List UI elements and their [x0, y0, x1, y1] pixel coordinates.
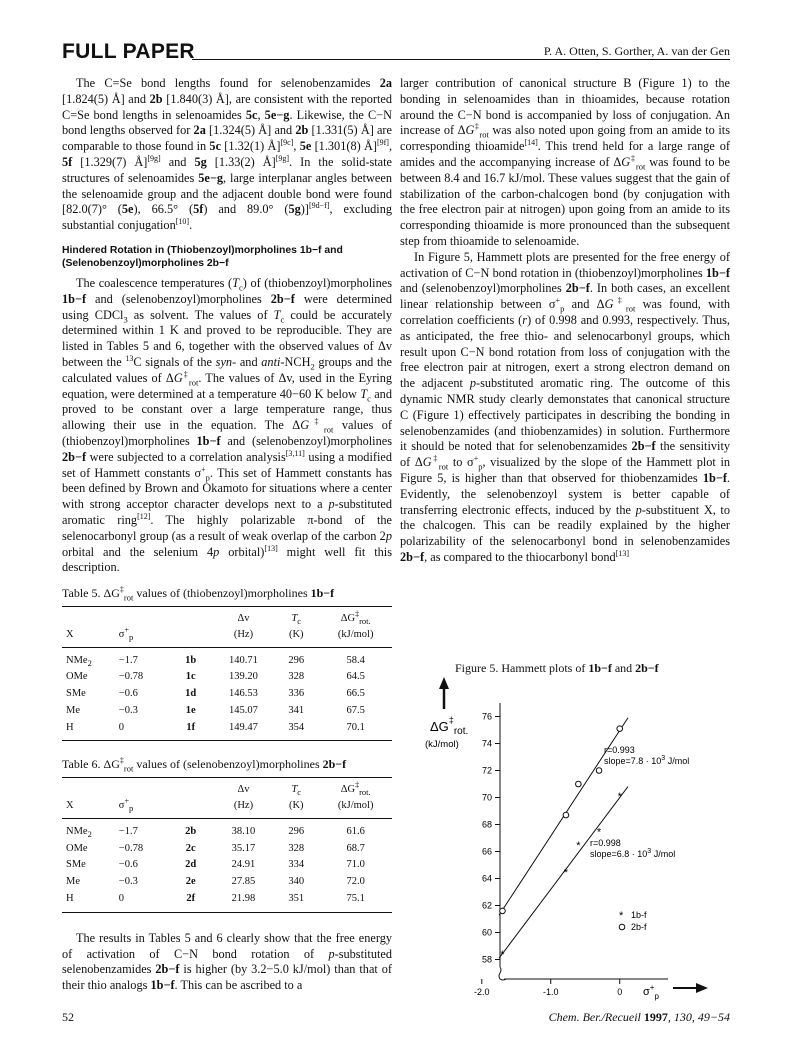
table-cell: 334 — [288, 859, 305, 871]
table-cell: 21.98 — [214, 891, 273, 913]
table-cell: 1d — [185, 688, 197, 700]
figure5-caption: Figure 5. Hammett plots of 1b−f and 2b−f — [455, 661, 659, 675]
section-heading — [62, 244, 392, 270]
paragraph-bond-lengths: The C=Se bond lengths found for selenobenzamides 2a [1.824(5) Å] and 2b [1.840(3) Å], are consistent with the reported C=Se bond lengths in selenoamides 5c, 5e−g. Likewise, the C−N bond lengths observed for 2a [1.324(5) Å] and 2b [1.331(5) Å] are comparable to those found in 5c [1.32(1) Å][9c], 5e [1.301(8) Å][9f], 5f [1.329(7) Å][9g] and 5g [1.33(2) Å][9g]. In the solid-state structures of selenoamides 5e−g, large interplanar angles between the selenoamide group and the adjacent double bond were found [82.0(7)° (5e), 66.5° (5f) and 89.0° (5g)][9d−f], excluding substantial conjugation[10]. — [62, 76, 393, 233]
table-cell: 149.47 — [214, 719, 273, 741]
running-authors: P. A. Otten, S. Gorther, A. van der Gen — [538, 44, 730, 59]
col-dv: Δv (Hz) — [214, 778, 273, 819]
table-cell: 72.0 — [346, 876, 365, 888]
table-cell: NMe$_2$ — [66, 654, 92, 668]
paragraph-results: The results in Tables 5 and 6 clearly show that the free energy of activation of C−N bond rotation of p-substituted selenobenzamides 2b−f is higher (by 3.2−5.0 kJ/mol) than that of their thio analogs 1b−f. This can be ascribed to a — [62, 930, 392, 993]
table-cell: Me — [66, 704, 80, 716]
table-cell: H — [62, 891, 115, 913]
data-point-1b-f: * — [596, 826, 602, 839]
col-tc: $T_c$ (K) — [273, 606, 319, 647]
y-tick-label: 68 — [481, 819, 492, 830]
legend-label-2bf: 2b-f — [631, 922, 647, 932]
table-cell: 146.53 — [229, 688, 258, 700]
table-cell: 1e — [185, 704, 196, 716]
table-cell: 61.6 — [346, 825, 365, 837]
table-cell: 145.07 — [229, 704, 258, 716]
table-row — [62, 719, 392, 741]
section-heading-line-1: Hindered Rotation in (Thiobenzoyl)morpholines 1b−f and — [62, 244, 343, 256]
y-tick-label: 70 — [481, 792, 492, 803]
table-cell: 296 — [288, 825, 305, 837]
data-point-2b-f — [596, 768, 602, 774]
x-tick-label: 0 — [617, 987, 623, 997]
plot-axes — [499, 703, 668, 980]
table-row — [62, 840, 392, 857]
table-cell: 296 — [288, 654, 305, 666]
table-cell: 66.5 — [346, 688, 365, 700]
table-cell: −0.6 — [118, 688, 138, 700]
y-axis-label: $\Delta G^\ddagger_{rot.}$ — [430, 715, 469, 737]
table-cell: 0 — [115, 891, 168, 913]
table-cell: 2c — [185, 842, 196, 854]
table-cell: 64.5 — [346, 671, 365, 683]
y-tick-label: 58 — [481, 954, 492, 965]
table-cell: Me — [66, 876, 80, 888]
table-cell: H — [62, 719, 115, 741]
table-cell: SMe — [66, 859, 86, 871]
y-tick-label: 66 — [481, 846, 492, 857]
table-cell: 354 — [273, 719, 319, 741]
table-cell: 341 — [288, 704, 305, 716]
y-tick-label: 60 — [481, 927, 492, 938]
data-point-1b-f: * — [500, 949, 505, 962]
table5 — [62, 606, 392, 742]
table-row — [62, 818, 392, 840]
table-cell: 2e — [185, 876, 196, 888]
table-cell: 35.17 — [231, 842, 256, 854]
table-cell: SMe — [66, 688, 86, 700]
col-dg: $\Delta G^\ddagger_{rot.}$ (kJ/mol) — [319, 606, 392, 647]
col-x: X — [62, 778, 115, 819]
table-cell: 71.0 — [346, 859, 365, 871]
hammett-plot — [398, 675, 738, 1005]
table-cell: 2b — [185, 825, 197, 837]
table-row — [62, 686, 392, 703]
legend-symbol-star: * — [619, 910, 624, 922]
table-cell: 1c — [185, 671, 196, 683]
data-point-1b-f: * — [617, 791, 622, 804]
table-cell: 67.5 — [346, 704, 365, 716]
table-cell: 1f — [168, 719, 214, 741]
table-cell: OMe — [66, 842, 88, 854]
table-cell: 140.71 — [229, 654, 258, 666]
fit-annotation-2bf-slope: slope=7.8 · $10^3$ J/mol — [604, 755, 690, 766]
table-cell: 340 — [288, 876, 305, 888]
table-cell: −0.3 — [118, 704, 138, 716]
table-cell: 68.7 — [346, 842, 365, 854]
table-cell: 351 — [273, 891, 319, 913]
y-axis-unit: (kJ/mol) — [425, 739, 459, 750]
table-row — [62, 857, 392, 874]
table-cell: 2f — [168, 891, 214, 913]
legend-label-1bf: 1b-f — [631, 910, 647, 920]
table-cell: −1.7 — [118, 825, 138, 837]
axis-break — [499, 967, 506, 980]
section-header: FULL PAPER — [62, 40, 195, 63]
table-cell: −0.6 — [118, 859, 138, 871]
journal-citation: Chem. Ber./Recueil 1997, 130, 49−54 — [548, 1010, 730, 1024]
col-compound — [168, 606, 214, 647]
table6 — [62, 777, 392, 913]
table-cell: −0.3 — [118, 876, 138, 888]
left-column — [62, 76, 392, 994]
y-axis-arrow-head — [439, 677, 449, 689]
page-number: 52 — [62, 1010, 74, 1024]
table-cell: −0.78 — [118, 671, 144, 683]
data-point-1b-f: * — [563, 866, 569, 879]
col-dv: Δv (Hz) — [214, 606, 273, 647]
x-axis-arrow-head — [696, 983, 708, 993]
y-tick-label: 72 — [481, 765, 492, 776]
table-cell: NMe$_2$ — [66, 825, 92, 839]
table-cell: 336 — [288, 688, 305, 700]
col-sigma: $\sigma^+_p$ — [115, 606, 168, 647]
x-tick-label: -2.0 — [474, 987, 490, 997]
x-tick-label: -1.0 — [543, 987, 559, 997]
y-tick-label: 74 — [481, 738, 492, 749]
fit-annotation-1bf-r: r=0.998 — [590, 838, 621, 848]
table5-caption: Table 5. $\Delta G^\ddagger_{rot}$ values of (thiobenzoyl)morpholines 1b−f — [62, 585, 335, 603]
col-sigma: $\sigma^+_p$ — [115, 778, 168, 819]
table-cell: OMe — [66, 671, 88, 683]
table-cell: 70.1 — [319, 719, 392, 741]
fit-annotation-1bf-slope: slope=6.8 · $10^3$ J/mol — [590, 848, 676, 859]
table6-body — [62, 818, 392, 912]
fit-annotation-2bf-r: r=0.993 — [604, 745, 635, 755]
data-point-2b-f — [576, 781, 582, 787]
table-cell: 2d — [185, 859, 197, 871]
table-cell: −0.78 — [118, 842, 144, 854]
paragraph-coalescence: The coalescence temperatures $(T_c)$ of (thiobenzoyl)morpholines 1b−f and (selenobenzoyl)morpholines 2b−f were determined using CDCl$_3$ as solvent. The values of $T_c$ could be accurately determined within 1 K and proved to be reproducible. They are listed in Tables 5 and 6, together with the observed values of Δv between the $^{13}$C signals of the syn- and anti-$NCH_2$ groups and the calculated values of $\Delta G^\ddagger_{rot}$. The values of Δv, used in the Eyring equation, were determined at a temperature 40−60 K below $T_c$ and proved to be constant over a large temperature range, thus allowing their use in the equation. The $\Delta G^\ddagger_{rot}$ values of (thiobenzoyl)morpholines 1b−f and (selenobenzoyl)morpholines 2b−f were subjected to a correlation analysis[3,11] using a modified set of Hammett constants $\sigma^+_p$. This set of Hammett constants has been defined by Brown and Okamoto for situations where a center with strong acceptor character develops next to a p-substituted aromatic ring[12]. The highly polarizable π-bond of the selenocarbonyl group (as a result of weak overlap of the carbon 2p orbital and the selenium 4p orbital)[13] might well fit this description. — [62, 275, 393, 575]
table-cell: 0 — [115, 719, 168, 741]
legend-symbol-circle — [619, 924, 625, 930]
table-row — [62, 669, 392, 686]
table-row — [62, 874, 392, 891]
data-point-2b-f — [617, 726, 623, 732]
x-axis-label: $\sigma^+_p$ — [643, 983, 659, 1001]
col-tc: $T_c$ (K) — [273, 778, 319, 819]
table-cell: 38.10 — [231, 825, 256, 837]
table-cell: 139.20 — [229, 671, 258, 683]
section-heading-line-2: (Selenobenzoyl)morpholines 2b−f — [62, 257, 229, 269]
data-point-2b-f — [500, 908, 506, 914]
col-x: X — [62, 606, 115, 647]
table-cell: 328 — [288, 842, 305, 854]
data-point-1b-f: * — [576, 839, 581, 852]
data-point-2b-f — [563, 812, 569, 818]
right-column — [400, 76, 730, 566]
y-tick-label: 76 — [481, 711, 492, 722]
col-dg: $\Delta G^\ddagger_{rot.}$ (kJ/mol) — [319, 778, 392, 819]
table-row — [62, 702, 392, 719]
table-cell: 1b — [185, 654, 197, 666]
col-compound — [168, 778, 214, 819]
table6-caption: Table 6. $\Delta G^\ddagger_{rot}$ values of (selenobenzoyl)morpholines 2b−f — [62, 756, 347, 774]
table-cell: 75.1 — [319, 891, 392, 913]
table-cell: −1.7 — [118, 654, 138, 666]
paragraph-hammett: In Figure 5, Hammett plots are presented for the free energy of activation of C−N bond rotation in (thiobenzoyl)morpholines 1b−f and (selenobenzoyl)morpholines 2b−f. In both cases, an excellent linear relationship between $\sigma^+_p$ and $\Delta G^\ddagger_{rot}$ was found, with correlation coefficients (r) of 0.998 and 0.993, respectively. Thus, as anticipated, the free thio- and selenocarbonyl groups, which result upon C−N bond rotation from loss of conjugation with the free electron pair at nitrogen, exert a strong electron demand on the adjacent p-substituted aromatic ring. The outcome of this dynamic NMR study clearly demonstates that canonical structure C (Figure 1) effectively participates in describing the bonding in selenobenzamides (and thiobenzamides) in solution. Furthermore it should be noted that for selenobenzamides 2b−f the sensitivity of $\Delta G^\ddagger_{rot}$ to $\sigma^+_p$, visualized by the slope of the Hammett plot in Figure 5, is higher than that observed for thiobenzamides 1b−f. Evidently, the selenobenzoyl system is better capable of transferring electronic effects, induced by the p-substituent X, to the chalcogen. This can be readily explained by the higher polarizability of the selenocarbonyl bond in selenobenzamides 2b−f, as compared to the thiocarbonyl bond[13] — [400, 249, 731, 564]
table5-body — [62, 647, 392, 741]
table-cell: 328 — [288, 671, 305, 683]
table-row — [62, 647, 392, 669]
table-cell: 24.91 — [231, 859, 256, 871]
table-cell: 27.85 — [231, 876, 256, 888]
table-row — [62, 891, 392, 913]
paragraph-canonical: larger contribution of canonical structure B (Figure 1) to the bonding in selenoamides than in thioamides, because rotation around the C−N bond is accompanied by loss of conjugation. An increase of $\Delta G^\ddagger_{rot}$ was also noted upon going from an amide to its corresponding thioamide[14]. This trend held for a large range of amides and the accompanying increase of $\Delta G^\ddagger_{rot}$ was found to be between 8.4 and 16.7 kJ/mol. These values suggest that the gain of stabilization of the carbon-chalcogen bond (by conjugation with the free electron pair at nitrogen) upon going from an amide to its corresponding thioamide is more pronounced than the subsequent step from thioamide to selenoamide. — [400, 76, 731, 248]
y-tick-label: 62 — [481, 900, 492, 911]
header-rule — [192, 59, 730, 60]
y-tick-label: 64 — [481, 873, 492, 884]
table-cell: 58.4 — [346, 654, 365, 666]
